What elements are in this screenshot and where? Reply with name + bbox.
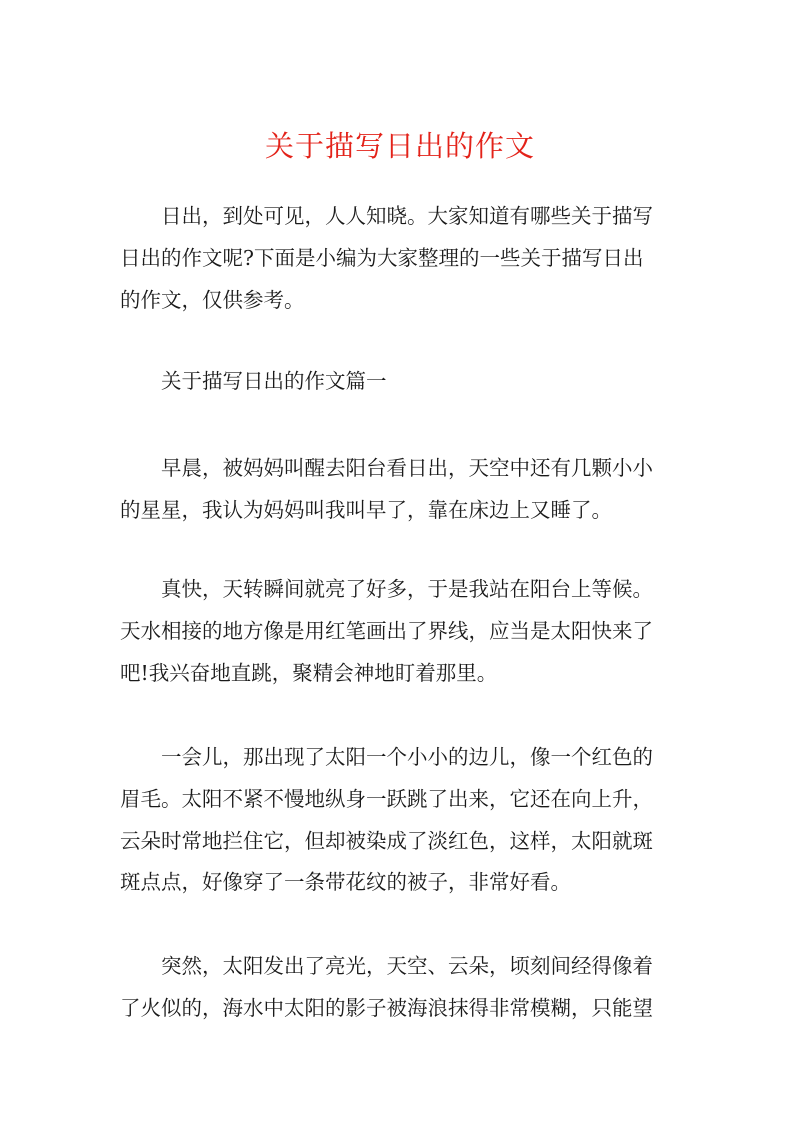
text-line: 云朵时常地拦住它，但却被染成了淡红色，这样，太阳就斑 (120, 828, 653, 853)
section-heading (120, 361, 680, 403)
text-line: 的作文，仅供参考。 (120, 287, 305, 312)
section-heading-text: 关于描写日出的作文篇一 (161, 369, 387, 393)
paragraph-4 (120, 946, 680, 1030)
text-line: 早晨，被妈妈叫醒去阳台看日出，天空中还有几颗小小 (161, 456, 653, 480)
text-line: 日出的作文呢?下面是小编为大家整理的一些关于描写日出 (120, 245, 644, 270)
text-line: 眉毛。太阳不紧不慢地纵身一跃跳了出来，它还在向上升， (120, 786, 653, 811)
text-line: 突然，太阳发出了亮光，天空、云朵，顷刻间经得像着 (161, 954, 653, 978)
paragraph-1 (120, 448, 680, 532)
paragraph-3 (120, 737, 680, 904)
text-line: 吧!我兴奋地直跳，聚精会神地盯着那里。 (120, 660, 498, 685)
text-line: 真快，天转瞬间就亮了好多，于是我站在阳台上等候。 (161, 577, 653, 601)
text-line: 了火似的，海水中太阳的影子被海浪抹得非常模糊，只能望 (120, 995, 653, 1020)
intro-paragraph (120, 196, 680, 321)
text-line: 的星星，我认为妈妈叫我叫早了，靠在床边上又睡了。 (120, 497, 612, 522)
text-line: 斑点点，好像穿了一条带花纹的被子，非常好看。 (120, 870, 571, 895)
text-line: 一会儿，那出现了太阳一个小小的边儿，像一个红色的 (161, 745, 653, 769)
text-line: 天水相接的地方像是用红笔画出了界线，应当是太阳快来了 (120, 618, 653, 643)
document-title: 关于描写日出的作文 (264, 129, 535, 163)
text-line: 日出，到处可见，人人知晓。大家知道有哪些关于描写 (161, 204, 653, 228)
paragraph-2 (120, 569, 680, 694)
